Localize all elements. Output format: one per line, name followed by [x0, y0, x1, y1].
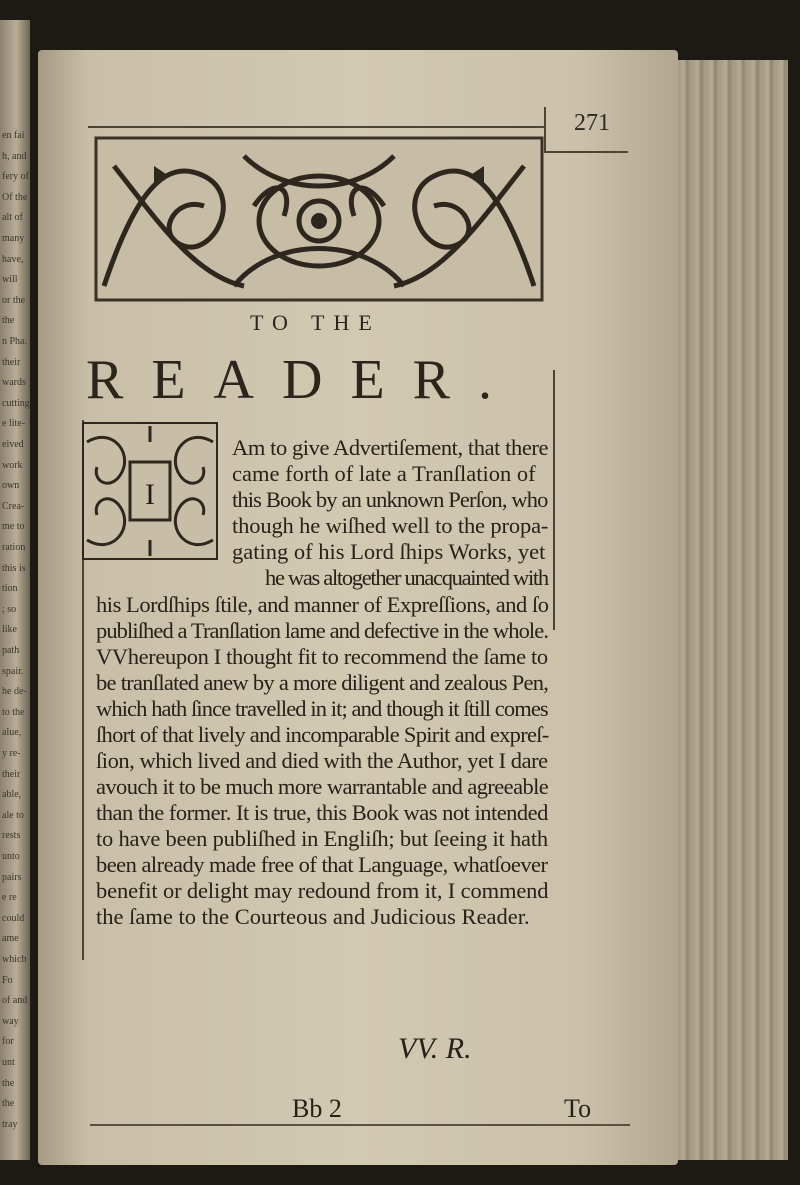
adjacent-left-page — [0, 20, 30, 1160]
left-page-fragment: ration — [2, 542, 26, 553]
left-page-fragment: this is — [2, 562, 26, 574]
signature: VV. R. — [398, 1032, 472, 1065]
body-line: though he wiſhed well to the propa- — [232, 513, 549, 538]
body-line: VVhereupon I thought fit to recommend the ſame to — [96, 644, 548, 669]
left-page-fragment: ale to — [2, 809, 24, 821]
left-page-fragment: unt — [2, 1057, 15, 1068]
left-page-fragment: cutting — [2, 397, 30, 409]
left-page-fragment: able, — [2, 789, 22, 801]
left-page-fragment: for — [2, 1036, 14, 1048]
body-line: which hath ſince travelled in it; and though it ſtill comes — [96, 696, 548, 721]
left-page-fragment: Of the — [2, 191, 28, 203]
left-page-fragment: the — [2, 1077, 15, 1089]
body-line: ſhort of that lively and incomparable Spirit and expreſ- — [96, 722, 549, 747]
signature-mark: Bb 2 — [292, 1094, 342, 1123]
right-page-edges — [678, 60, 788, 1160]
heading-to-the: TO THE — [250, 310, 381, 335]
left-page-fragment: rests — [2, 830, 21, 842]
body-line: than the former. It is true, this Book was not intended — [96, 800, 548, 825]
left-page-fragment: work — [2, 459, 23, 471]
footer-rule — [90, 1124, 630, 1126]
left-page-fragment: en fai — [2, 130, 25, 141]
body-line: been already made free of that Language, whatſoever — [96, 852, 548, 877]
body-line: the ſame to the Courteous and Judicious Reader. — [96, 904, 530, 929]
left-page-fragment: own — [2, 480, 20, 492]
left-page-fragment: will — [2, 274, 18, 286]
left-page-fragment: pairs — [2, 871, 22, 883]
left-page-fragment: tion — [2, 583, 18, 595]
body-line: this Book by an unknown Perſon, who — [232, 487, 548, 512]
left-page-fragment: the — [2, 1098, 15, 1110]
left-page-fragment: alt of — [2, 212, 23, 224]
left-page-fragment: me to — [2, 521, 25, 533]
left-page-fragment: ame — [2, 933, 19, 945]
body-line: Am to give Advertiſement, that there — [232, 435, 549, 460]
page-number: 271 — [574, 110, 610, 136]
left-page-fragment: their — [2, 356, 21, 368]
left-page-fragment: or the — [2, 294, 26, 306]
ornamental-headpiece — [94, 136, 544, 302]
text-frame-right-rule — [553, 370, 555, 630]
body-line: ſion, which lived and died with the Author, yet I dare — [96, 748, 548, 773]
body-line: to have been publiſhed in Engliſh; but ſeeing it hath — [96, 826, 548, 851]
left-page-fragment: h, and — [2, 150, 27, 162]
left-page-fragment: way — [2, 1015, 19, 1027]
left-page-fragment: could — [2, 912, 25, 924]
left-page-fragment: Fo — [2, 974, 13, 986]
left-page-fragment: path — [2, 645, 20, 656]
left-page-fragment: spair. — [2, 665, 24, 677]
body-line: avouch it to be much more warrantable and agreeable — [96, 774, 549, 799]
left-page-fragment: wards — [2, 377, 26, 389]
left-page-fragment: fery of — [2, 171, 29, 183]
catchword: To — [564, 1094, 592, 1123]
left-page-fragment: to the — [2, 706, 25, 718]
left-page-fragment: the — [2, 315, 15, 327]
decorated-initial — [82, 422, 218, 560]
body-line: benefit or delight may redound from it, I commend — [96, 878, 549, 903]
left-page-fragment: which — [2, 954, 27, 965]
body-line: he was altogether unacquainted with — [265, 565, 548, 590]
left-page-fragment: eived — [2, 439, 24, 450]
left-page-fragment: e lite- — [2, 418, 26, 430]
body-line: his Lordſhips ſtile, and manner of Expreſſions, and ſo — [96, 592, 549, 617]
left-page-fragment: e re — [2, 892, 17, 904]
left-page-fragment: n Pha. — [2, 336, 27, 347]
left-page-fragment: have, — [2, 253, 24, 265]
header-rule — [88, 126, 544, 128]
left-page-fragment: y re- — [2, 748, 21, 759]
left-page-fragment: ; so — [2, 603, 17, 615]
heading-reader: READER. — [86, 349, 520, 411]
left-page-fragment: tray — [2, 1118, 18, 1130]
left-page-fragment: many — [2, 233, 25, 244]
left-page-fragment: Crea- — [2, 500, 25, 512]
left-page-fragment: unto — [2, 851, 20, 862]
body-line: gating of his Lord ſhips Works, yet — [232, 539, 546, 564]
left-page-fragment: their — [2, 768, 21, 780]
left-page-fragment: like — [2, 624, 17, 636]
left-page-fragment: alue, — [2, 727, 22, 739]
body-line: be tranſlated anew by a more diligent and zealous Pen, — [96, 670, 549, 695]
body-line: publiſhed a Tranſlation lame and defective in the whole. — [96, 618, 549, 643]
left-page-fragment: of and — [2, 995, 28, 1007]
left-page-fragment: he de- — [2, 686, 27, 698]
initial-letter: I — [145, 478, 155, 511]
body-line: came forth of late a Tranſlation of — [232, 461, 536, 486]
